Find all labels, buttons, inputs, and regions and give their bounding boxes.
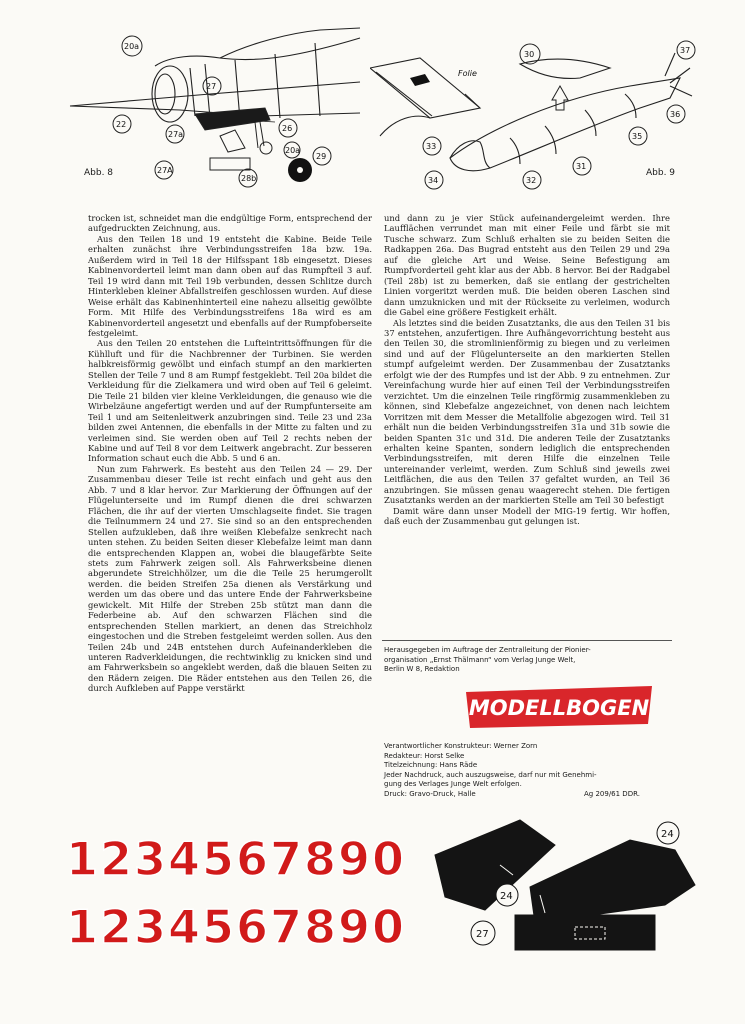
label-22: 22 [116, 120, 127, 129]
imprint-divider [382, 640, 672, 641]
label-31: 31 [576, 162, 587, 171]
part-label-24-bottom: 24 [500, 891, 513, 902]
imprint-line: gung des Verlages Junge Welt erfolgen. [384, 780, 522, 788]
numeral-row-1: 1234567890 [66, 832, 407, 886]
imprint-line: Jeder Nachdruck, auch auszugsweise, darf nur mit Genehmi- [384, 770, 597, 779]
caption-abb8: Abb. 8 [84, 168, 114, 178]
label-26: 26 [282, 124, 293, 133]
label-34: 34 [428, 176, 439, 185]
figure-abb8 [60, 18, 370, 188]
part-label-27: 27 [476, 929, 489, 940]
label-33: 33 [426, 142, 437, 151]
paragraph: Als letztes sind die beiden Zusatztanks, die aus den Teilen 31 bis 37 entstehen, anzufertigen. Ihre Aufhängevorrichtung besteht aus den Teilen 30, die stromlinienförmig zu biegen und zu verleimen sind und auf der Flügelunterseite an den markierten Stellen stumpf aufgeleimt werden. Der Zusammenbau der Zusatztanks erfolgt wie der des Rumpfes und ist der Abb. 9 zu entnehmen. Zur Vereinfachung wurde hier auf einen Teil der Verbindungsstreifen verzichtet. Um die einzelnen Teile ringförmig zusammenkleben zu können, sind Klebefalze angezeichnet, von denen nach leichtem Vorritzen mit dem Messer die Metallfolie abgezogen wird. Teil 31 erhält nun die beiden Verbindungsstreifen 31a und 31b sowie die beiden Spanten 31c und 31d. Die anderen Teile der Zusatztanks erhalten keine Spanten, sondern lediglich die entsprechenden Verbindungsstreifen, mit deren Hilfe die einzelnen Teile untereinander verleimt, werden. Zum Schluß sind jeweils zwei Leitflächen, die aus den Teilen 37 gefaltet wurden, an Teil 36 anzubringen. Sie müssen genau waagerecht stehen. Die fertigen Zusatztanks werden an der markierten Stelle am Teil 30 befestigt [384, 317, 670, 506]
imprint-credits [384, 742, 674, 800]
label-30: 30 [524, 50, 535, 59]
label-20a-gear: 20a [285, 146, 301, 155]
label-32: 32 [526, 176, 537, 185]
paragraph: Aus den Teilen 20 entstehen die Lufteintrittsöffnungen für die Kühlluft und für die Nachbrenner der Turbinen. Sie werden halbkreisförmig gewölbt und einfach stumpf an den markierten Stellen der Teile 7 und 8 am Rumpf festgeklebt. Teil 20a bildet die Verkleidung für die Zielkamera und wird oben auf Teil 6 geleimt. Die Teile 21 bilden vier kleine Verkleidungen, die genauso wie die Wirbelzäune angefertigt werden und auf der Rumpfunterseite am Teil 1 und am Seitenleitwerk anzubringen sind. Teile 23 und 23a bilden zwei Antennen, die ebenfalls in der Mitte zu falten und zu verleimen sind. Sie werden oben auf Teil 2 rechts neben der Kabine und auf Teil 8 vor dem Leitwerk angebracht. Zur besseren Information schaut euch die Abb. 5 und 6 an. [88, 338, 372, 464]
label-28b: 28b [241, 174, 257, 183]
imprint-line: Berlin W 8, Redaktion [384, 665, 460, 673]
part-label-24-top: 24 [661, 829, 674, 840]
label-37: 37 [680, 46, 691, 55]
paragraph: Damit wäre dann unser Modell der MIG-19 fertig. Wir hoffen, daß euch der Zusammenbau gut gelungen ist. [384, 505, 670, 527]
print-line: Druck: Gravo-Druck, Halle [384, 789, 476, 798]
paragraph: Nun zum Fahrwerk. Es besteht aus den Teilen 24 — 29. Der Zusammenbau dieser Teile ist recht einfach und geht aus den Abb. 7 und 8 klar hervor. Zur Markierung der Öffnungen auf der Flügelunterseite und im Rumpf dienen die drei schwarzen Flächen, die ihr auf der vierten Umschlagseite findet. Sie tragen die Teilnummern 24 und 27. Sie sind so an den entsprechenden Stellen aufzukleben, daß ihre weißen Klebefalze senkrecht nach unten stehen. Zu beiden Seiten dieser Klebefalze leimt man dann die entsprechenden Klappen an, wobei die blaugefärbte Seite stets zum Fahrwerk zeigen soll. Als Fahrwerksbeine dienen abgerundete Streichhölzer, um die die Teile 25 herumgerollt werden. die beiden Streifen 25a dienen als Verstärkung und werden um das obere und das untere Ende der Fahrwerksbeine gewickelt. Mit Hilfe der Streben 25b stützt man dann die Federbeine ab. Auf den schwarzen Flächen sind die entsprechenden Stellen markiert, an denen das Streichholz eingestochen und die Streben festgeleimt werden sollen. Aus den Teilen 24b und 24B entstehen durch Aufeinanderkleben die unteren Radverkleidungen, die rechtwinklig zu knicken sind und am Fahrwerksbein so angeklebt werden, daß die blauen Seiten zu den Rädern zeigen. Die Räder entstehen aus den Teilen 26, die durch Aufkleben auf Pappe verstärkt [88, 463, 372, 694]
logo-text: MODELLBOGEN [468, 696, 650, 720]
label-20a-top: 20a [124, 42, 140, 51]
numeral-row-2: 1234567890 [66, 900, 407, 954]
cutout-parts [425, 815, 725, 965]
label-folie: Folie [458, 69, 477, 78]
imprint-line: organisation „Ernst Thälmann“ vom Verlag Junge Welt, [384, 655, 576, 664]
modellbogen-logo [462, 682, 656, 730]
text-column-right [384, 213, 670, 527]
label-27: 27 [206, 82, 217, 91]
caption-abb9: Abb. 9 [646, 168, 676, 178]
label-29: 29 [316, 152, 327, 161]
imprint-line: Titelzeichnung: Hans Räde [384, 761, 478, 769]
label-36: 36 [670, 110, 681, 119]
text-column-left [88, 213, 372, 694]
label-27A: 27A [157, 166, 173, 175]
paragraph: und dann zu je vier Stück aufeinandergeleimt werden. Ihre Laufflächen verrundet man mit einer Feile und färbt sie mit Tusche schwarz. Zum Schluß erhalten sie zu beiden Seiten die Radkappen 26a. Das Bugrad entsteht aus den Teilen 29 und 29a auf die gleiche Art und Weise. Seine Befestigung am Rumpfvorderteil geht klar aus der Abb. 8 hervor. Bei der Radgabel (Teil 28b) ist zu bemerken, daß sie entlang der gestrichelten Linien vorgeritzt werden muß. Die beiden oberen Laschen sind dann umzuknicken und mit der Rückseite zu verleimen, wodurch die Gabel eine größere Festigkeit erhält. [384, 213, 670, 318]
label-27a: 27a [168, 130, 184, 139]
print-code: Ag 209/61 DDR. [584, 789, 640, 798]
imprint-publisher [384, 646, 674, 675]
paragraph: trocken ist, schneidet man die endgültige Form, entsprechend der aufgedruckten Zeichnung, aus. [88, 213, 372, 234]
imprint-line: Verantwortlicher Konstrukteur: Werner Zorn [384, 742, 538, 750]
paragraph: Aus den Teilen 18 und 19 entsteht die Kabine. Beide Teile erhalten zunächst ihre Verbindungsstreifen 18a bzw. 19a. Außerdem wird in Teil 18 der Hilfsspant 18b eingesetzt. Dieses Kabinenvorderteil leimt man dann oben auf das Rumpfteil 3 auf. Teil 19 wird dann mit Teil 19b verbunden, dessen Schlitze durch Hinterkleben kleiner Abfallstreifen geschlossen wurden. Auf diese Weise erhält das Kabinenhinterteil eine nahezu allseitig gewölbte Form. Mit Hilfe des Verbindungsstreifens 18a wird es am Kabinenvorderteil angesetzt und ebenfalls auf der Rumpfoberseite festgeleimt. [88, 233, 372, 338]
imprint-line: Herausgegeben im Auftrage der Zentralleitung der Pionier- [384, 646, 591, 654]
label-35: 35 [632, 132, 643, 141]
imprint-line: Redakteur: Horst Selke [384, 751, 465, 760]
